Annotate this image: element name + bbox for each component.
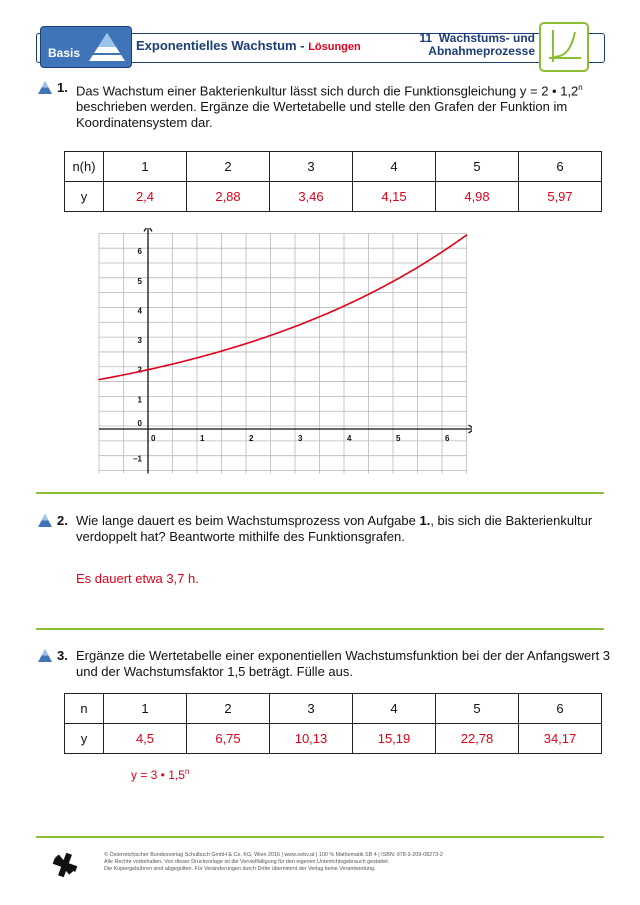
table-cell: 3 [270,152,353,182]
growth-curve-icon [539,22,589,72]
task3-value-table [64,693,602,754]
table-row [65,724,602,754]
y-tick-label: 3 [137,336,142,346]
y-tick-label: 2 [137,365,142,375]
section-divider [36,492,604,494]
x-tick-label: 2 [249,434,254,443]
section-divider [36,836,604,838]
task3-number: 3. [57,648,68,663]
table-head-n: n [65,694,104,724]
worksheet-title [136,38,361,53]
data-point [441,251,443,253]
footer-line3: Die Kopiergebühren sind abgegolten. Für Veränderungen durch Dritte übernimmt der Verlag keine Verantwortung. [104,866,376,872]
chapter-number: 11 [419,31,433,45]
task2-text [76,513,616,545]
x-tick-label: 0 [151,434,156,443]
data-point [98,379,100,381]
table-cell: 4 [353,152,436,182]
task2-line1a: Wie lange dauert es beim Wachstumsprozess von Aufgabe [76,513,420,528]
task1-line2: beschrieben werden. Ergänze die Wertetabelle und stelle den Grafen der Funktion im [76,99,568,115]
task3-formula-text: y = 3 • 1,5 [131,768,185,782]
table-row [65,182,602,212]
table-cell: 2,4 [104,182,187,212]
table-cell: 6,75 [187,724,270,754]
pyramid-level-icon [38,514,52,527]
table-cell: 34,17 [519,724,602,754]
task3-formula [131,767,189,782]
table-cell: 4 [353,694,436,724]
table-cell: 4,5 [104,724,187,754]
table-cell: 4,98 [436,182,519,212]
task1-text [76,80,616,131]
task2-answer: Es dauert etwa 3,7 h. [76,571,199,586]
y-tick-label: 0 [137,419,142,428]
task3-line1: Ergänze die Wertetabelle einer exponentiellen Wachstumsfunktion bei der der Anfangswert 3 [76,648,611,663]
task3-line2: und der Wachstumsfaktor 1,5 beträgt. Fülle aus. [76,664,353,679]
table-head-y: y [65,724,104,754]
chapter-title [400,32,535,58]
x-tick-label: 1 [200,434,205,443]
table-head-y: y [65,182,104,212]
table-head-n: n(h) [65,152,104,182]
data-point [343,305,345,307]
x-tick-label: 3 [298,434,303,443]
y-tick-label: −1 [132,454,142,464]
y-tick-label: 6 [137,247,142,257]
pyramid-level-icon [38,649,52,662]
table-cell: 5 [436,694,519,724]
table-cell: 2 [187,152,270,182]
footer-line2: Alle Rechte vorbehalten. Von dieser Druckvorlage ist die Vervielfältigung für den eigenen Unterrichtsgebrauch gestattet. [104,859,390,865]
task1-number: 1. [57,80,68,95]
task1-value-table [64,151,602,212]
publisher-logo-icon [52,852,78,878]
solutions-label: Lösungen [308,41,361,53]
y-tick-label: 1 [137,395,142,405]
pyramid-level-icon [38,81,52,94]
x-tick-label: 4 [347,434,352,443]
chapter-line2: Abnahmeprozesse [428,44,535,58]
table-cell: 1 [104,694,187,724]
task2-line2: verdoppelt hat? Beantworte mithilfe des Funktionsgrafen. [76,529,405,544]
task1-line1: Das Wachstum einer Bakterienkultur lässt sich durch die Funktionsgleichung y = 2 • 1,2 [76,83,579,99]
footer-copyright [104,852,544,873]
table-cell: 5 [436,152,519,182]
table-cell: 6 [519,152,602,182]
table-cell: 2 [187,694,270,724]
chart-tick-labels [133,247,450,464]
table-row [65,152,602,182]
data-point [294,326,296,328]
x-tick-label: 5 [396,434,401,443]
task2-line1c: , bis sich die Bakterienkultur [430,513,593,528]
data-point [466,234,468,236]
table-cell: 6 [519,694,602,724]
table-row [65,694,602,724]
data-point [245,343,247,345]
section-divider [36,628,604,630]
chapter-line1: Wachstums- und [438,31,535,45]
table-cell: 22,78 [436,724,519,754]
table-cell: 1 [104,152,187,182]
table-cell: 15,19 [353,724,436,754]
worksheet-title-text: Exponentielles Wachstum - [136,38,305,53]
table-cell: 4,15 [353,182,436,212]
task2-number: 2. [57,513,68,528]
table-cell: 2,88 [187,182,270,212]
task3-formula-exp: n [184,767,190,776]
table-cell: 3,46 [270,182,353,212]
y-tick-label: 4 [137,306,142,316]
table-cell: 3 [270,694,353,724]
data-point [196,357,198,359]
footer-line1: © Österreichischer Bundesverlag Schulbuch GmbH & Co. KG, Wien 2016 | www.oebv.at | 100 % Mathematik SB 4 | ISBN: 978-3-209-08273-2 [104,852,443,858]
table-cell: 5,97 [519,182,602,212]
task3-text [76,648,621,680]
x-tick-label: 6 [445,434,450,443]
task2-ref: 1. [419,513,431,528]
y-tick-label: 5 [137,276,142,286]
task1-exp: n [578,83,583,92]
basis-label: Basis [48,46,81,60]
coordinate-system-chart [92,228,472,480]
data-point [392,281,394,283]
task1-line3: Koordinatensystem dar. [76,115,213,131]
data-point [147,369,149,371]
table-cell: 10,13 [270,724,353,754]
